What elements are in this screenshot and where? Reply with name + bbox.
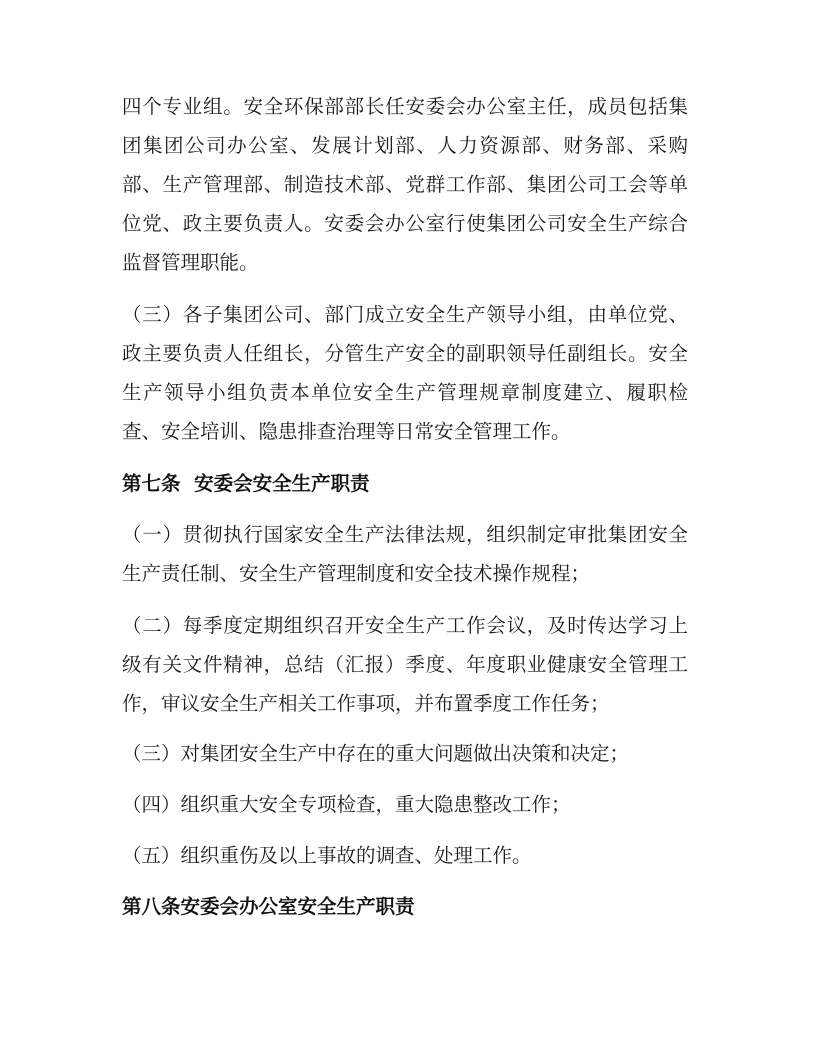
paragraph-line: 生产责任制、安全生产管理制度和安全技术操作规程； <box>122 562 591 585</box>
paragraph-line: 查、安全培训、隐患排查治理等日常安全管理工作。 <box>122 420 571 443</box>
document-body <box>122 0 694 1056</box>
paragraph-line: 监督管理职能。 <box>122 251 259 274</box>
article-heading: 第七条 安委会安全生产职责 <box>122 472 370 495</box>
paragraph-line: 部、生产管理部、制造技术部、党群工作部、集团公司工会等单 <box>122 173 688 196</box>
paragraph-line: （四）组织重大安全专项检查，重大隐患整改工作； <box>122 793 571 816</box>
paragraph-line: 级有关文件精神，总结（汇报）季度、年度职业健康安全管理工 <box>122 653 688 676</box>
paragraph-line: 四个专业组。安全环保部部长任安委会办公室主任，成员包括集 <box>122 95 688 118</box>
paragraph-line: （三）各子集团公司、部门成立安全生产领导小组，由单位党、 <box>122 303 688 326</box>
article-heading: 第八条安委会办公室安全生产职责 <box>122 895 415 918</box>
paragraph-line: 团集团公司办公室、发展计划部、人力资源部、财务部、采购 <box>122 134 688 157</box>
paragraph-line: 位党、政主要负责人。安委会办公室行使集团公司安全生产综合 <box>122 212 688 235</box>
paragraph-line: 作，审议安全生产相关工作事项，并布置季度工作任务； <box>122 692 610 715</box>
paragraph-line: （二）每季度定期组织召开安全生产工作会议，及时传达学习上 <box>122 614 688 637</box>
paragraph-line: （一）贯彻执行国家安全生产法律法规，组织制定审批集团安全 <box>122 523 688 546</box>
paragraph-line: （三）对集团安全生产中存在的重大问题做出决策和决定； <box>122 742 630 765</box>
paragraph-line: 政主要负责人任组长，分管生产安全的副职领导任副组长。安全 <box>122 342 688 365</box>
paragraph-line: （五）组织重伤及以上事故的调查、处理工作。 <box>122 844 532 867</box>
paragraph-line: 生产领导小组负责本单位安全生产管理规章制度建立、履职检 <box>122 381 688 404</box>
